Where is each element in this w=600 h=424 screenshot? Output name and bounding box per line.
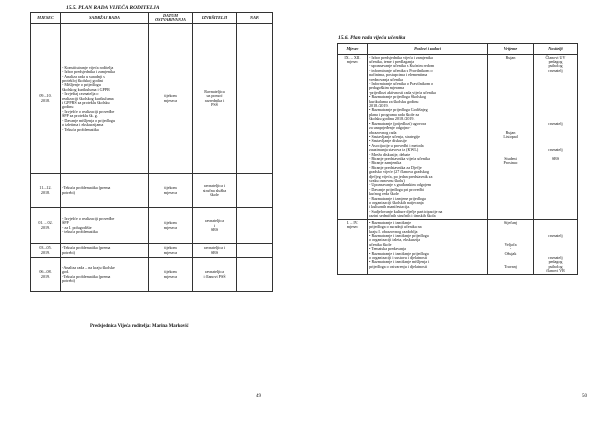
tasks-cell-line: - Izbor predsjednika vijeća i zamjenika <box>369 54 433 60</box>
content-cell-line: - Izvještaj ravnatelja o <box>62 91 99 97</box>
date-cell <box>149 244 193 258</box>
tasks-cell-line: - Davanje prijedloga pri provedbi <box>369 186 424 192</box>
date-cell-line: tijekom <box>164 269 177 275</box>
time-cell-line: Rujan <box>505 129 516 135</box>
month-cell <box>31 174 61 208</box>
tasks-cell-line: o organizaciji izleta, ekskurzija <box>369 237 421 243</box>
tasks-cell-line: o organizaciji i sustavu i djelatnosti <box>369 255 428 261</box>
time-cell-line: Prosinac <box>503 160 518 166</box>
tasks-cell-line: prijedloga o ostvarenju i djelatnosti <box>369 263 427 269</box>
month-cell-line: 2019. <box>40 273 51 279</box>
content-cell <box>61 208 149 244</box>
table-row <box>31 24 273 174</box>
month-cell <box>31 258 61 292</box>
header-date: DATUM OSTVARIVANJA <box>149 13 193 24</box>
header-holders: Nositelji <box>534 44 578 55</box>
holders-cell-line: ravnatelj <box>548 147 563 153</box>
holders-cell-line: ravnatelj <box>548 120 563 126</box>
header-content: SADRŽAJ RADA <box>61 13 149 24</box>
executors-cell-line: škole <box>210 192 219 198</box>
tasks-cell-line: obrazovnog rada <box>369 129 397 135</box>
tasks-cell-line: • Asocijacije u provedbi i metoda <box>369 142 424 148</box>
executors-cell-line: ravnateljica i <box>203 183 226 189</box>
month-cell <box>338 55 368 220</box>
executors-cell-line: ravnateljica i <box>203 245 226 251</box>
content-cell <box>61 24 149 174</box>
tasks-cell-line: - Biranje zamjenika <box>369 160 402 166</box>
right-page <box>300 0 600 424</box>
content-cell-line: -Analiza rada – na kraju školske <box>62 265 115 271</box>
date-cell <box>149 24 193 174</box>
month-cell-line: mjesec <box>346 224 359 230</box>
content-cell-line: o izletima i ekskurzijama <box>62 122 104 128</box>
time-cell-line: - <box>509 246 512 252</box>
time-cell-line: Studeni <box>504 155 517 161</box>
content-cell-line: - Analiza rada u suradnji s <box>62 73 105 79</box>
tasks-cell-line: i kulturnih manifestacija. <box>369 204 411 210</box>
date-cell <box>149 174 193 208</box>
tasks-cell-line: - Sudjelovanje kulture dječje participacije na <box>369 208 443 214</box>
executors-cell-line: razrednika i <box>204 97 225 103</box>
content-cell-line: - tekuća problematika <box>62 229 98 235</box>
date-cell <box>149 258 193 292</box>
tasks-cell-line: kućnog reda škole <box>369 191 399 197</box>
content-cell-line: potrebi) <box>62 278 75 284</box>
date-cell-line: mjeseca <box>163 189 178 195</box>
content-cell-line: -Tekuća problematika (prema <box>62 185 111 191</box>
tasks-cell-line: • Razmatranje i izmišanje <box>369 219 412 225</box>
content-cell-line: -Tekuća problematika (prema <box>62 245 111 251</box>
month-cell <box>31 24 61 174</box>
content-cell-line: - za I. polugodište <box>62 224 92 230</box>
holders-cell-line: članovi VR <box>546 268 565 274</box>
student-council-heading: 15.6. Plan rada vijeća učenika <box>338 35 406 41</box>
holders-cell-line: psiholog <box>548 63 563 69</box>
tasks-cell-line: razini sedmičnih stručnih i timskih škola <box>369 213 436 219</box>
table-row <box>31 208 273 244</box>
tasks-cell-line: • Razmatranje (prijedlozi) ugovora <box>369 120 427 126</box>
time-cell <box>488 55 534 220</box>
tasks-cell-line: - Razmatranje i izmjene prijedloga <box>369 195 426 201</box>
tasks-cell-line: dječjeg vijeća, po jedan predstavnik za <box>369 173 433 179</box>
month-cell-line: 2018. <box>40 97 51 103</box>
time-cell <box>488 220 534 275</box>
content-cell-line: potrebi) <box>62 189 75 195</box>
date-cell-line: tijekom <box>164 93 177 99</box>
executors-cell <box>193 244 237 258</box>
month-cell-line: 01. – 02. <box>38 220 53 226</box>
tasks-cell-line: školsku godinu 2018./2019. <box>369 116 415 122</box>
tasks-cell-line: pedagoškim mjerama <box>369 85 405 91</box>
time-cell-line: Veljača <box>504 241 517 247</box>
time-cell-line: Travanj <box>504 263 517 269</box>
date-cell-line: mjeseca <box>163 224 178 230</box>
table-row <box>338 55 578 220</box>
month-cell-line: 09.–10. <box>39 93 52 99</box>
note-cell <box>237 258 273 292</box>
content-cell-line: -Tekuća problematika (prema <box>62 273 111 279</box>
parents-council-heading: 15.5. PLAN RADA VIJEĆA RODITELJA <box>66 5 160 11</box>
content-cell-line: godinu <box>62 104 74 110</box>
tasks-cell-line: plana i programa rada škole za <box>369 111 420 117</box>
month-cell-line: 2019. <box>40 224 51 230</box>
header-time: Vrijeme <box>488 44 534 55</box>
tasks-cell-line: - informiranje učenika s Pravilnikom o <box>369 67 433 73</box>
tasks-cell-line: gradsko vijeće (27 članova gradskog <box>369 169 430 175</box>
note-cell <box>237 24 273 174</box>
date-cell <box>149 208 193 244</box>
content-cell-line: školskog kurikuluma i GPPR <box>62 86 110 92</box>
date-cell-line: mjeseca <box>163 249 178 255</box>
tasks-cell-line: načinima, postupcima i elementima <box>369 72 428 78</box>
month-cell <box>338 220 368 275</box>
content-cell-line: potrebi) <box>62 249 75 255</box>
content-cell-line: - Izvješće o realizaciji provedbe <box>62 216 115 222</box>
content-cell-line: ŠPP <box>62 220 69 226</box>
month-cell-line: 11.–12. <box>39 185 52 191</box>
tasks-cell-line: - upoznavanje učenika s Kućnim redom <box>369 63 435 69</box>
month-cell-line: 03.–05. <box>39 245 52 251</box>
content-cell <box>61 174 149 208</box>
tasks-cell-line: kurikuluma za školsku godinu <box>369 98 419 104</box>
content-cell-line: - Davanje mišljenja o prijedlogu <box>62 117 115 123</box>
time-cell-line: Ožujak <box>504 250 517 256</box>
content-cell-line: - Izvješće o realizaciji provedbe <box>62 108 115 114</box>
holders-cell-line: psiholog <box>548 263 563 269</box>
content-cell-line: god. <box>62 269 70 275</box>
tasks-cell-line: - Biranje predstavnika vijeća učenika <box>369 155 430 161</box>
tasks-cell-line: zauzimanja stavova iz (KWL) <box>369 147 419 153</box>
executors-cell-line: stručna služba <box>202 187 227 193</box>
holders-cell <box>534 220 578 275</box>
holders-cell-line: pedagog <box>548 259 563 265</box>
tasks-cell-line: učenika, teme i predlaganja <box>369 59 415 64</box>
tasks-cell-line: učenika škole <box>369 241 392 247</box>
student-council-table <box>337 43 578 275</box>
tasks-cell-line: - Upoznavanje s građanskim odgojem <box>369 182 432 188</box>
tasks-cell-line: - Biranje predstavnika za Dječje <box>369 164 422 170</box>
content-cell-line: i GPPRŠ za proteklu školsku <box>62 100 110 106</box>
executors-cell <box>193 24 237 174</box>
page-number-right: 50 <box>582 394 587 399</box>
month-cell-line: 06.–08. <box>39 269 52 275</box>
content-cell-line: protekloj školskoj godini <box>62 78 103 84</box>
tasks-cell-line: • Sastavljanje diskusije <box>369 138 407 144</box>
tasks-cell-line: • Tematska predavanja <box>369 246 406 252</box>
time-cell-line: Listopad <box>503 133 518 139</box>
tasks-cell <box>368 55 488 220</box>
month-cell-line: 2019. <box>40 249 51 255</box>
note-cell <box>237 174 273 208</box>
executors-cell-line: SRS <box>210 249 219 255</box>
tasks-cell-line: -prijedlozi aktivnosti rada vijeća učenika <box>369 89 436 95</box>
executors-cell-line: uz pomoć <box>206 93 223 99</box>
tasks-cell-line: kraju I. obrazovnog razdoblja <box>369 228 418 234</box>
holders-cell-line: ravnatelj <box>548 67 563 73</box>
holders-cell-line: ravnatelj <box>548 233 563 239</box>
tasks-cell-line: - Informiranje učenika o Pravilnikom o <box>369 81 434 87</box>
header-month: Mjesec <box>338 44 368 55</box>
tasks-cell-line: • Razmatranje prijedloga Godišnjeg <box>369 107 428 113</box>
header-month: MJESEC <box>31 13 61 24</box>
tasks-cell-line: o organizaciji školskih natjecanja <box>369 200 424 205</box>
date-cell-line: tijekom <box>164 185 177 191</box>
table-row <box>338 220 578 275</box>
tasks-cell-line: • Razmatranje i izmišanje prijedloga <box>369 250 429 256</box>
executors-cell <box>193 208 237 244</box>
date-cell-line: mjeseca <box>163 273 178 279</box>
tasks-cell-line: • Razmatranje i izmišanje prijedloga <box>369 233 429 239</box>
holders-cell <box>534 55 578 220</box>
tasks-cell-line: svaku osnovnu školu) <box>369 177 405 183</box>
month-cell-line: IX. – XII. <box>344 54 361 60</box>
table-row <box>31 244 273 258</box>
parents-council-table <box>30 12 273 292</box>
month-cell <box>31 244 61 258</box>
executors-cell-line: SRS <box>210 227 219 233</box>
holders-cell-line: ravnatelj <box>548 255 563 261</box>
executors-cell-line: i <box>213 222 216 228</box>
tasks-cell-line: 2018./2019. <box>369 103 389 109</box>
holders-cell-line: Članovi UV <box>545 54 566 60</box>
executors-cell-line: ravnateljica <box>204 269 225 275</box>
content-cell <box>61 244 149 258</box>
date-cell-line: tijekom <box>164 220 177 226</box>
date-cell-line: mjeseca <box>163 97 178 103</box>
parents-council-president: Predsjednica Vijeća roditelja: Marina Marković <box>90 324 189 329</box>
executors-cell <box>193 258 237 292</box>
table-row <box>31 258 273 292</box>
month-cell-line: mjesec <box>346 59 359 64</box>
page-number-left: 49 <box>256 394 261 399</box>
content-cell-line: - Mišljenje o prijedlogu <box>62 82 101 88</box>
tasks-cell-line: prijedloga o suradnji učenika na <box>369 224 422 230</box>
tasks-cell-line: - Mreža diskusije, debate <box>369 151 411 157</box>
note-cell <box>237 208 273 244</box>
holders-cell-line: pedagog <box>548 59 563 64</box>
header-tasks: Poslovi i zadaci <box>368 44 488 55</box>
content-cell <box>61 258 149 292</box>
tasks-cell-line: vrednovanja učenika <box>369 76 403 82</box>
month-cell-line: I. – IV. <box>346 219 359 225</box>
content-cell-line: realizaciji školskog kurikuluma <box>62 95 114 101</box>
tasks-cell-line: • Razmatranje i izmišanje mišljenja i <box>369 259 430 265</box>
executors-cell <box>193 174 237 208</box>
time-cell-line: Rujan <box>505 54 516 60</box>
holders-cell-line: SRS <box>551 155 560 161</box>
content-cell-line: ŠPP za proteklu šk. g. <box>62 113 98 119</box>
executors-cell-line: PSŠ <box>211 102 218 108</box>
date-cell-line: tijekom <box>164 245 177 251</box>
content-cell-line: - Konstituiranje vijeća roditelja <box>62 64 114 70</box>
executors-cell-line: Ravnateljica <box>204 89 225 95</box>
executors-cell-line: i članovi PSŠ <box>203 273 226 279</box>
tasks-cell <box>368 220 488 275</box>
content-cell-line: - Tekuća problematika <box>62 126 99 132</box>
month-cell <box>31 208 61 244</box>
tasks-cell-line: • Razmatranje prijedloga Školskog <box>369 94 427 100</box>
month-cell-line: 2018. <box>40 189 51 195</box>
tasks-cell-line: za unaprjeđenje odgojno- <box>369 125 411 131</box>
header-note: NAP. <box>237 13 273 24</box>
content-cell-line: - Izbor predsjednika i zamjenika <box>62 69 115 75</box>
time-cell-line: Siječanj <box>503 219 518 225</box>
executors-cell-line: ravnateljica <box>204 218 225 224</box>
table-row <box>31 174 273 208</box>
header-executors: IZVRŠITELJI <box>193 13 237 24</box>
tasks-cell-line: • Sastavljanje učenja, strategije <box>369 133 420 139</box>
note-cell <box>237 244 273 258</box>
